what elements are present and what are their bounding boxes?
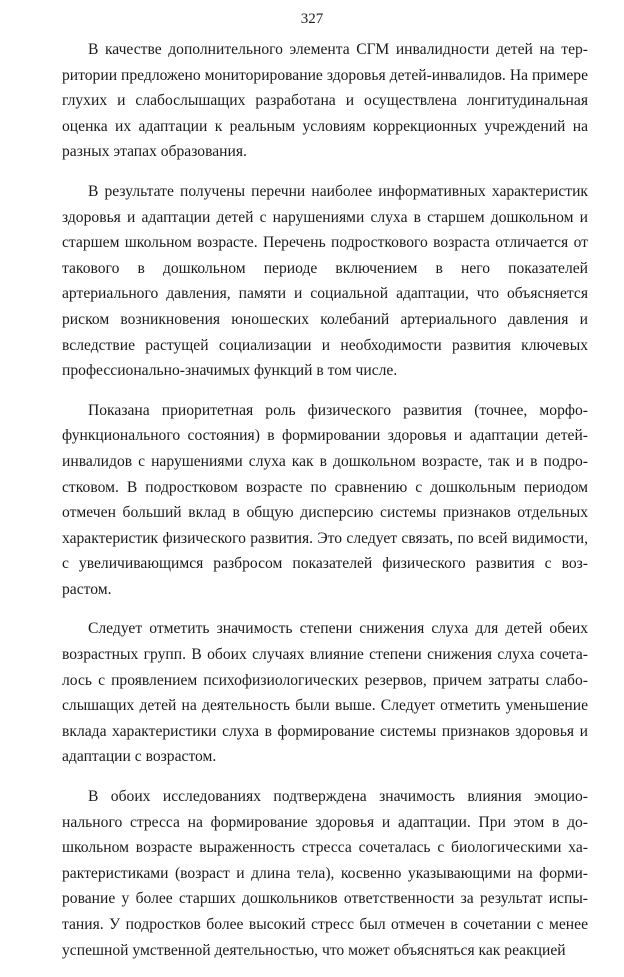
paragraph-5: В обоих исследованиях подтверждена значимость влияния эмоционального стресса на формирование здоровья и адаптации. При этом в дошкольном возрасте выраженность стресса сочеталась с биологическими характеристиками (возраст и длина тела), косвенно указывающими на формирование у более старших дошкольников ответственности за результат испытания. У подростков более высокий стресс был отмечен в сочетании с менее успешной умственной деятельностью, что может объясняться как реакцией	[62, 788, 588, 959]
paragraph-2: В результате получены перечни наиболее информативных характеристик здоровья и адаптации детей с нарушениями слуха в старшем дошкольном и старшем школьном возрасте. Перечень подросткового возраста отличается от такового в дошкольном периоде включением в него показателей артериального давления, памяти и социальной адаптации, что объясняется риском возникновения юношеских колебаний артериального давления и вследствие растущей социализации и необходимости развития ключевых профессионально-значимых функций в том числе.	[62, 182, 588, 380]
page-number: 327	[300, 11, 324, 27]
paragraph-4: Следует отметить значимость степени снижения слуха для детей обеих возрастных групп. В обоих случаях влияние степени снижения слуха сочеталось с проявлением психофизиологических резервов, причем затраты слабослышащих детей на деятельность были выше. Следует отметить уменьшение вклада характеристики слуха в формирование системы признаков здоровья и адаптации с возрастом.	[62, 620, 588, 766]
document-body	[62, 37, 588, 977]
paragraph-3: Показана приоритетная роль физического развития (точнее, морфофункционального состояния) в формировании здоровья и адаптации детей-инвалидов с нарушениями слуха как в дошкольном возрасте, так и в подростковом. В подростковом возрасте по сравнению с дошкольным периодом отмечен больший вклад в общую дисперсию системы признаков отдельных характеристик физического развития. Это следует связать, по всей видимости, с увеличивающимся разбросом показателей физического развития с возрастом.	[62, 401, 588, 598]
paragraph-1: В качестве дополнительного элемента СГМ инвалидности детей на территории предложено мониторирование здоровья детей-инвалидов. На примере глухих и слабослышащих разработана и осуществлена лонгитудинальная оценка их адаптации к реальным условиям коррекционных учреждений на разных этапах образования.	[62, 41, 588, 161]
